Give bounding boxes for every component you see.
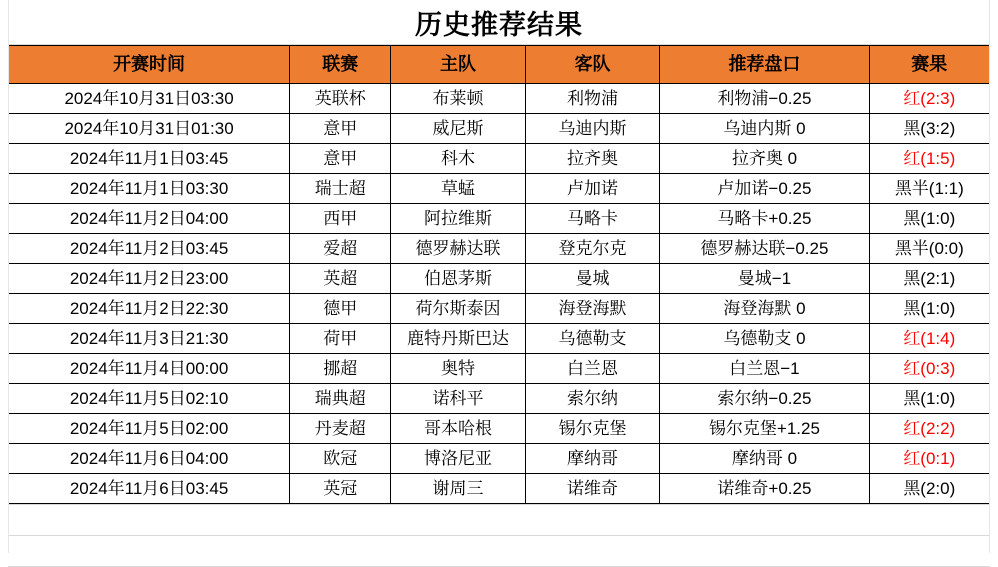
empty-cell[interactable]: [870, 505, 991, 536]
table-row: [9, 234, 990, 264]
cell-pick[interactable]: 摩纳哥 0: [660, 444, 869, 474]
cell-home-team[interactable]: 博洛尼亚: [391, 444, 526, 474]
table-row: [9, 474, 990, 504]
column-header-home-team[interactable]: 主队: [391, 46, 526, 84]
cell-time[interactable]: 2024年11月6日03:45: [9, 474, 290, 504]
cell-home-team[interactable]: 威尼斯: [391, 114, 526, 144]
empty-cell[interactable]: [660, 505, 870, 536]
empty-cell[interactable]: [660, 536, 870, 567]
table-row: [9, 324, 990, 354]
cell-result[interactable]: 红(0:3): [869, 354, 989, 384]
empty-rows-area: [8, 504, 990, 567]
cell-league[interactable]: 荷甲: [290, 324, 391, 354]
cell-league[interactable]: 意甲: [290, 114, 391, 144]
cell-pick[interactable]: 索尔纳−0.25: [660, 384, 869, 414]
cell-time[interactable]: 2024年10月31日01:30: [9, 114, 290, 144]
cell-time[interactable]: 2024年11月2日03:45: [9, 234, 290, 264]
cell-league[interactable]: 英超: [290, 264, 391, 294]
cell-league[interactable]: 丹麦超: [290, 414, 391, 444]
table-row: [9, 354, 990, 384]
cell-time[interactable]: 2024年11月6日04:00: [9, 444, 290, 474]
cell-home-team[interactable]: 奥特: [391, 354, 526, 384]
cell-home-team[interactable]: 哥本哈根: [391, 414, 526, 444]
results-table: [8, 45, 990, 504]
table-row: [9, 204, 990, 234]
cell-time[interactable]: 2024年11月3日21:30: [9, 324, 290, 354]
cell-time[interactable]: 2024年11月2日04:00: [9, 204, 290, 234]
cell-time[interactable]: 2024年11月2日22:30: [9, 294, 290, 324]
cell-result[interactable]: 黑(1:0): [869, 294, 989, 324]
cell-away-team[interactable]: 索尔纳: [525, 384, 660, 414]
column-header-pick[interactable]: 推荐盘口: [660, 46, 869, 84]
column-header-result[interactable]: 赛果: [869, 46, 989, 84]
cell-home-team[interactable]: 鹿特丹斯巴达: [391, 324, 526, 354]
cell-away-team[interactable]: 海登海默: [525, 294, 660, 324]
cell-away-team[interactable]: 马略卡: [525, 204, 660, 234]
cell-time[interactable]: 2024年11月5日02:00: [9, 414, 290, 444]
cell-time[interactable]: 2024年11月1日03:30: [9, 174, 290, 204]
empty-cell[interactable]: [525, 536, 660, 567]
table-row: [9, 414, 990, 444]
cell-pick[interactable]: 海登海默 0: [660, 294, 869, 324]
sheet-right-margin: [989, 0, 998, 553]
cell-away-team[interactable]: 拉齐奥: [525, 144, 660, 174]
table-row: [9, 114, 990, 144]
cell-away-team[interactable]: 乌迪内斯: [525, 114, 660, 144]
cell-pick[interactable]: 卢加诺−0.25: [660, 174, 869, 204]
cell-home-team[interactable]: 科木: [391, 144, 526, 174]
table-row: [9, 264, 990, 294]
cell-time[interactable]: 2024年10月31日03:30: [9, 84, 290, 114]
column-header-time[interactable]: 开赛时间: [9, 46, 290, 84]
cell-pick[interactable]: 曼城−1: [660, 264, 869, 294]
cell-pick[interactable]: 拉齐奥 0: [660, 144, 869, 174]
cell-away-team[interactable]: 曼城: [525, 264, 660, 294]
cell-pick[interactable]: 德罗赫达联−0.25: [660, 234, 869, 264]
empty-cell[interactable]: [525, 505, 660, 536]
table-row: [9, 384, 990, 414]
cell-result[interactable]: 红(2:2): [869, 414, 989, 444]
empty-cell[interactable]: [289, 536, 390, 567]
table-row: [9, 294, 990, 324]
cell-time[interactable]: 2024年11月5日02:10: [9, 384, 290, 414]
cell-away-team[interactable]: 卢加诺: [525, 174, 660, 204]
cell-league[interactable]: 英联杯: [290, 84, 391, 114]
cell-time[interactable]: 2024年11月1日03:45: [9, 144, 290, 174]
cell-result[interactable]: 黑(1:0): [869, 384, 989, 414]
cell-league[interactable]: 爱超: [290, 234, 391, 264]
cell-result[interactable]: 黑(2:0): [869, 474, 989, 504]
cell-home-team[interactable]: 谢周三: [391, 474, 526, 504]
empty-row[interactable]: [8, 536, 990, 567]
cell-league[interactable]: 意甲: [290, 144, 391, 174]
table-body: [9, 84, 990, 504]
cell-away-team[interactable]: 摩纳哥: [525, 444, 660, 474]
cell-home-team[interactable]: 伯恩茅斯: [391, 264, 526, 294]
cell-home-team[interactable]: 荷尔斯泰因: [391, 294, 526, 324]
cell-pick[interactable]: 乌德勒支 0: [660, 324, 869, 354]
cell-home-team[interactable]: 布莱顿: [391, 84, 526, 114]
cell-time[interactable]: 2024年11月4日00:00: [9, 354, 290, 384]
cell-league[interactable]: 德甲: [290, 294, 391, 324]
cell-home-team[interactable]: 草蜢: [391, 174, 526, 204]
table-row: [9, 144, 990, 174]
cell-away-team[interactable]: 白兰恩: [525, 354, 660, 384]
page-title: 历史推荐结果: [415, 9, 583, 40]
cell-away-team[interactable]: 登克尔克: [525, 234, 660, 264]
column-header-away-team[interactable]: 客队: [525, 46, 660, 84]
empty-cell[interactable]: [391, 505, 526, 536]
cell-home-team[interactable]: 阿拉维斯: [391, 204, 526, 234]
cell-result[interactable]: 红(0:1): [869, 444, 989, 474]
cell-away-team[interactable]: 诺维奇: [525, 474, 660, 504]
empty-cell[interactable]: [289, 505, 390, 536]
table-row: [9, 444, 990, 474]
cell-league[interactable]: 瑞典超: [290, 384, 391, 414]
empty-row[interactable]: [8, 505, 990, 536]
cell-away-team[interactable]: 利物浦: [525, 84, 660, 114]
page-title-row: [0, 0, 998, 45]
cell-result[interactable]: 红(1:5): [869, 144, 989, 174]
table-header-row: [9, 46, 990, 84]
cell-away-team[interactable]: 锡尔克堡: [525, 414, 660, 444]
cell-result[interactable]: 黑(3:2): [869, 114, 989, 144]
cell-league[interactable]: 英冠: [290, 474, 391, 504]
cell-pick[interactable]: 诺维奇+0.25: [660, 474, 869, 504]
cell-away-team[interactable]: 乌德勒支: [525, 324, 660, 354]
cell-league[interactable]: 挪超: [290, 354, 391, 384]
column-header-league[interactable]: 联赛: [290, 46, 391, 84]
cell-pick[interactable]: 利物浦−0.25: [660, 84, 869, 114]
cell-pick[interactable]: 锡尔克堡+1.25: [660, 414, 869, 444]
sheet-left-margin: [0, 0, 9, 553]
cell-result[interactable]: 黑(2:1): [869, 264, 989, 294]
cell-league[interactable]: 西甲: [290, 204, 391, 234]
empty-cell[interactable]: [8, 505, 289, 536]
table-row: [9, 84, 990, 114]
cell-result[interactable]: 黑(1:0): [869, 204, 989, 234]
empty-cell[interactable]: [870, 536, 991, 567]
cell-league[interactable]: 瑞士超: [290, 174, 391, 204]
cell-pick[interactable]: 白兰恩−1: [660, 354, 869, 384]
empty-cell[interactable]: [391, 536, 526, 567]
cell-result[interactable]: 黑半(1:1): [869, 174, 989, 204]
cell-time[interactable]: 2024年11月2日23:00: [9, 264, 290, 294]
cell-home-team[interactable]: 德罗赫达联: [391, 234, 526, 264]
cell-league[interactable]: 欧冠: [290, 444, 391, 474]
cell-result[interactable]: 红(2:3): [869, 84, 989, 114]
cell-result[interactable]: 黑半(0:0): [869, 234, 989, 264]
cell-pick[interactable]: 乌迪内斯 0: [660, 114, 869, 144]
cell-result[interactable]: 红(1:4): [869, 324, 989, 354]
cell-pick[interactable]: 马略卡+0.25: [660, 204, 869, 234]
table-row: [9, 174, 990, 204]
empty-cell[interactable]: [8, 536, 289, 567]
cell-home-team[interactable]: 诺科平: [391, 384, 526, 414]
